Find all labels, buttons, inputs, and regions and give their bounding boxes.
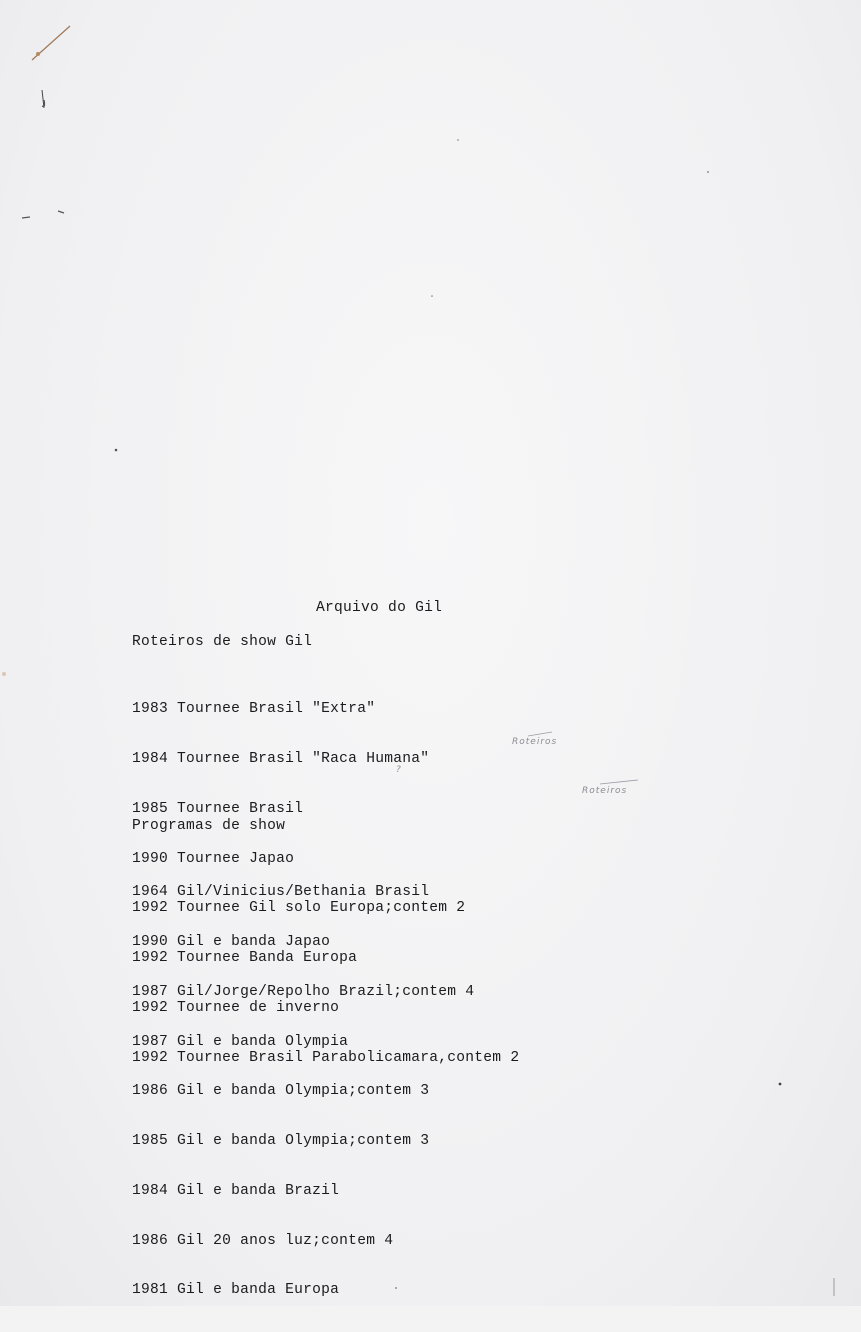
- list-item: 1987 Gil e banda Olympia: [132, 1033, 349, 1050]
- list-item: 1992 Tournee Brasil Parabolicamara,contem 2: [132, 1049, 520, 1066]
- handwritten-note: Roteiros: [582, 786, 628, 796]
- list-item: 1964 Gil/Vinicius/Bethania Brasil: [132, 884, 430, 901]
- list-item: 1985 Gil e banda Olympia;contem 3: [132, 1133, 430, 1150]
- list-item: 1983 Tournee Brasil "Extra": [132, 701, 376, 718]
- list-item: 1990 Tournee Japao: [132, 850, 295, 867]
- section-heading-programas: Programas de show: [132, 818, 286, 834]
- list-item: 1990 Gil e banda Japao: [132, 933, 331, 950]
- handwritten-note: Roteiros: [512, 737, 558, 747]
- section-heading-roteiros: Roteiros de show Gil: [132, 634, 313, 650]
- list-item: 1981 Gil e banda Europa: [132, 1282, 340, 1299]
- list-item: 1984 Tournee Brasil "Raca Humana": [132, 750, 430, 767]
- list-item: 1987 Gil/Jorge/Repolho Brazil;contem 4: [132, 983, 475, 1000]
- list-item: 1992 Tournee Banda Europa: [132, 950, 358, 967]
- document-title: Arquivo do Gil: [316, 600, 443, 616]
- list-item: 1992 Tournee Gil solo Europa;contem 2: [132, 900, 466, 917]
- list-item: 1985 Tournee Brasil: [132, 800, 304, 817]
- list-item: 1984 Gil e banda Brazil: [132, 1182, 340, 1199]
- list-item: 1986 Gil 20 anos luz;contem 4: [132, 1232, 394, 1249]
- list-item: 1992 Tournee de inverno: [132, 999, 340, 1016]
- list-item: 1986 Gil e banda Olympia;contem 3: [132, 1083, 430, 1100]
- handwritten-note: ?: [396, 765, 402, 775]
